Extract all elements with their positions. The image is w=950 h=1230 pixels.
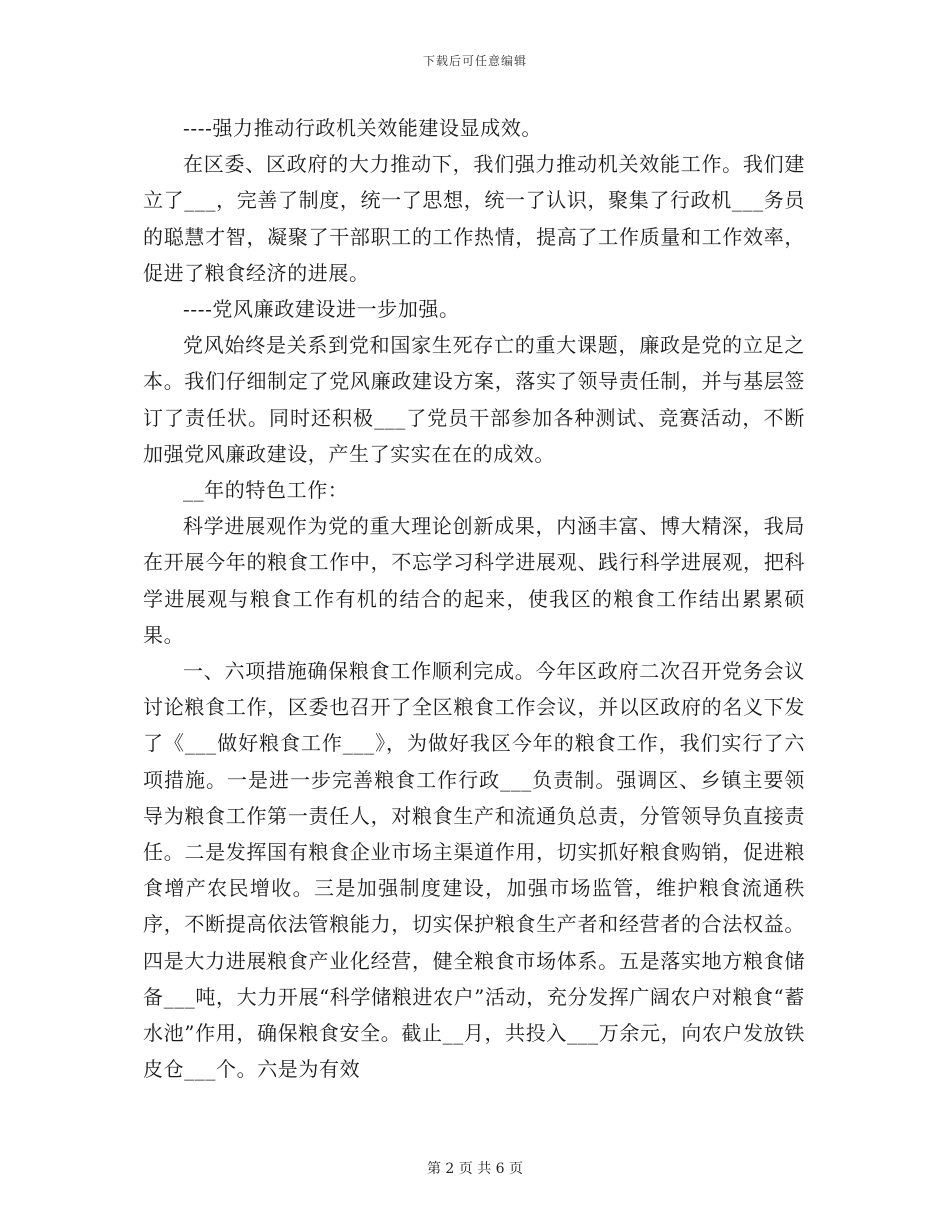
page-header: 下载后可任意编辑 (422, 54, 527, 68)
paragraph-special-heading: __年的特色工作： (183, 478, 349, 503)
paragraph-efficiency-body: 在区委、区政府的大力推动下，我们强力推动机关效能工作。我们建立了___，完善了制度，统一了思想，统一了认识，聚集了行政机___务员的聪慧才智，凝聚了干部职工的工作热情，提高了工作质量和工作效率，促进了粮食经济的进展。 (143, 152, 805, 285)
paragraph-party-body: 党风始终是关系到党和国家生死存亡的重大课题，廉政是党的立足之本。我们仔细制定了党风廉政建设方案，落实了领导责任制，并与基层签订了责任状。同时还积极___了党员干部参加各种测试、竞赛活动，不断加强党风廉政建设，产生了实实在在的成效。 (143, 333, 805, 466)
document-body (143, 110, 805, 1087)
paragraph-party-heading: ----党风廉政建设进一步加强。 (183, 297, 460, 322)
paragraph-six-measures: 一、六项措施确保粮食工作顺利完成。今年区政府二次召开党务会议讨论粮食工作，区委也召开了全区粮食工作会议，并以区政府的名义下发了《___做好粮食工作___》，为做好我区今年的粮食工作，我们实行了六项措施。一是进一步完善粮食工作行政___负责制。强调区、乡镇主要领导为粮食工作第一责任人，对粮食生产和流通负总责，分管领导负直接责任。二是发挥国有粮食企业市场主渠道作用，切实抓好粮食购销，促进粮食增产农民增收。三是加强制度建设，加强市场监管，维护粮食流通秩序，不断提高依法管粮能力，切实保护粮食生产者和经营者的合法权益。四是大力进展粮食产业化经营，健全粮食市场体系。五是落实地方粮食储备___吨，大力开展“科学储粮进农户”活动，充分发挥广阔农户对粮食“蓄水池”作用，确保粮食安全。截止__月，共投入___万余元，向农户发放铁皮仓___个。六是为有效 (143, 659, 805, 1082)
paragraph-science-body: 科学进展观作为党的重大理论创新成果，内涵丰富、博大精深，我局在开展今年的粮食工作中，不忘学习科学进展观、践行科学进展观，把科学进展观与粮食工作有机的结合的起来，使我区的粮食工作结出累累硕果。 (143, 514, 805, 647)
paragraph-efficiency-heading: ----强力推动行政机关效能建设显成效。 (183, 116, 543, 140)
page-footer: 第 2 页 共 6 页 (426, 1161, 524, 1177)
